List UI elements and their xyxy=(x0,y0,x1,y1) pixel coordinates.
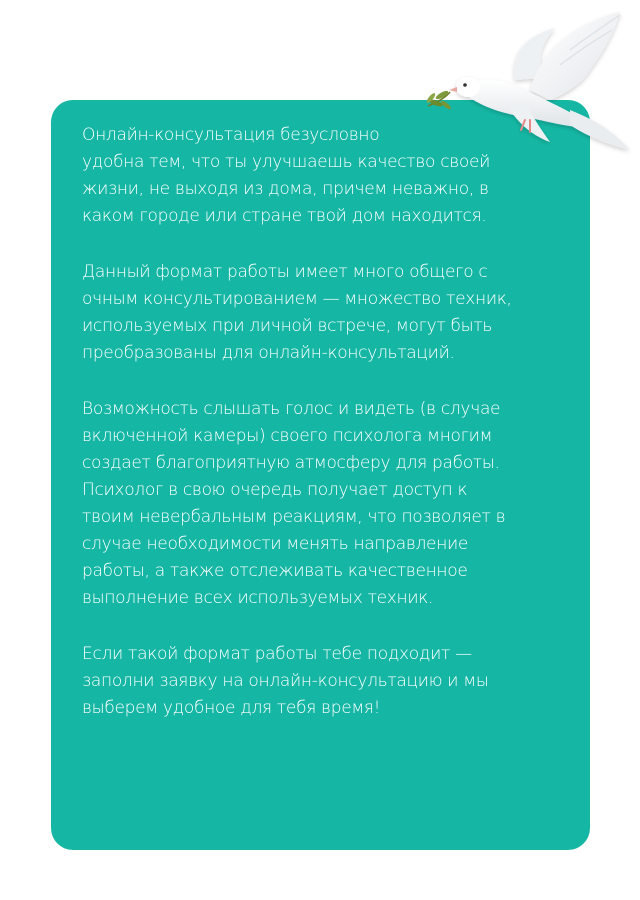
info-card xyxy=(51,100,590,850)
paragraph-voice-video: Возможность слышать голос и видеть (в случае включенной камеры) своего психолога многим создает благоприятную атмосферу для работы. Психолог в свою очередь получает доступ к твоим невербальным реакциям, что позволяет в случае необходимости менять направление работы, а также отслеживать качественное выполнение всех используемых техник. xyxy=(82,399,506,608)
paragraph-intro: Онлайн-консультация безусловно удобна тем, что ты улучшаешь качество своей жизни, не выходя из дома, причем неважно, в каком городе или стране твой дом находится. xyxy=(82,125,491,226)
paragraph-call-to-action: Если такой формат работы тебе подходит — заполни заявку на онлайн-консультацию и мы выберем удобное для тебя время! xyxy=(82,644,489,718)
dove-with-olive-branch-icon xyxy=(420,10,635,160)
paragraph-format: Данный формат работы имеет много общего с очным консультированием — множество техник, используемых при личной встрече, могут быть преобразованы для онлайн-консультаций. xyxy=(82,262,512,363)
